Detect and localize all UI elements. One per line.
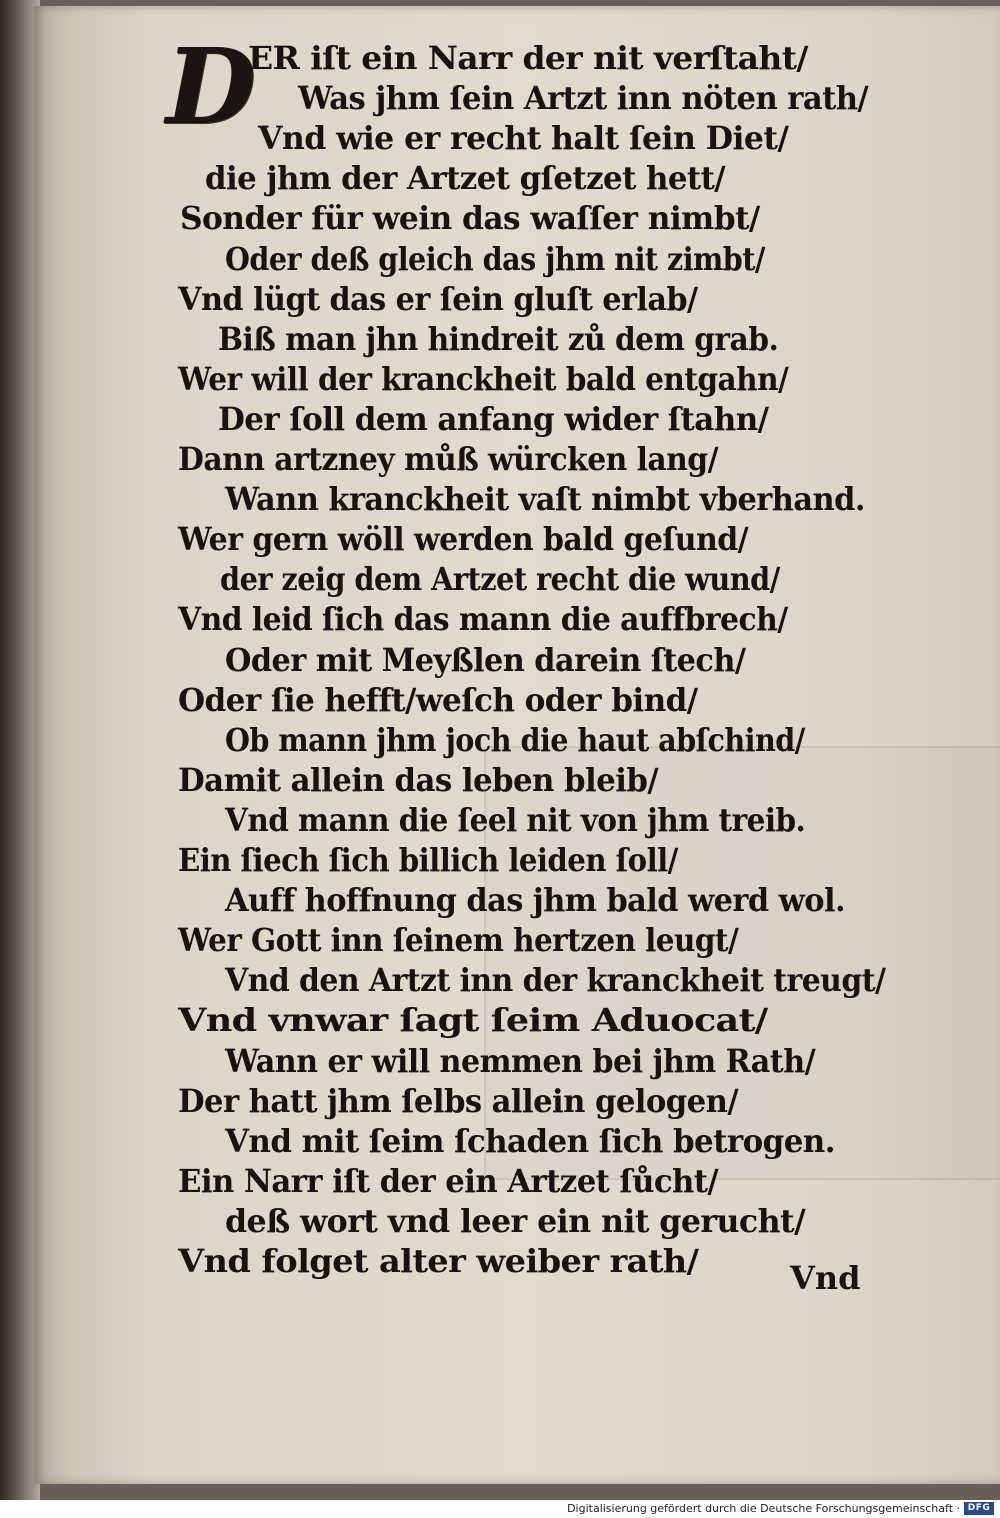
verse-line: Sonder für wein das waſſer nimbt/ — [180, 199, 760, 238]
verse-line: die jhm der Artzet gſetzet hett/ — [205, 159, 725, 198]
verse-line: Ein ſiech ſich billich leiden ſoll/ — [178, 841, 678, 879]
verse-line: Biß man jhn hindreit zů dem grab. — [218, 319, 779, 358]
verse-line: Wer gern wöll werden bald geſund/ — [178, 520, 749, 559]
verse-line: Dann artzney můß würcken lang/ — [178, 440, 718, 478]
decorative-initial: D — [165, 24, 257, 148]
verse-line: Wann er will nemmen bei jhm Rath/ — [225, 1041, 816, 1080]
verse-line: der zeig dem Artzet recht die wund/ — [220, 560, 780, 599]
verse-line: Vnd leid ſich das mann die auffbrech/ — [178, 600, 788, 639]
verse-line: Damit allein das leben bleib/ — [178, 760, 659, 799]
verse-line: Wer Gott inn ſeinem hertzen leugt/ — [178, 921, 739, 960]
verse-line: Vnd mit ſeim ſchaden ſich betrogen. — [225, 1121, 835, 1160]
verse-line: Ein Narr iſt der ein Artzet ſůcht/ — [178, 1161, 719, 1200]
verse-line: Was jhm ſein Artzt inn nöten rath/ — [298, 79, 869, 118]
verse-line: Auff hoffnung das jhm bald werd wol. — [225, 881, 845, 920]
funding-credit: Digitalisierung gefördert durch die Deutsche Forschungsgemeinschaft · — [567, 1502, 960, 1515]
verse-line: Vnd lügt das er ſein gluſt erlab/ — [178, 279, 698, 318]
verse-line: Ob mann jhm joch die haut abſchind/ — [225, 720, 805, 759]
dfg-logo: DFG — [964, 1502, 994, 1515]
verse-line: ER iſt ein Narr der nit verſtaht/ — [248, 39, 808, 77]
verse-line: deß wort vnd leer ein nit gerucht/ — [225, 1201, 806, 1240]
verse-line: Vnd vnwar ſagt ſeim Aduocat/ — [178, 1001, 768, 1040]
verse-line: Oder deß gleich das jhm nit zimbt/ — [225, 239, 765, 278]
footer-bar — [0, 1500, 1000, 1518]
catchword: Vnd — [790, 1259, 861, 1297]
verse-line: Wer will der kranckheit bald entgahn/ — [178, 359, 789, 398]
verse-line: Der hatt jhm ſelbs allein gelogen/ — [178, 1081, 738, 1120]
verse-line: Vnd wie er recht halt ſein Diet/ — [258, 119, 789, 158]
verse-line: Vnd mann die ſeel nit von jhm treib. — [225, 800, 806, 839]
verse-line: Vnd den Artzt inn der kranckheit treugt/ — [225, 961, 886, 1000]
verse-line: Oder mit Meyßlen darein ſtech/ — [225, 640, 746, 679]
verse-line: Vnd folget alter weiber rath/ — [178, 1242, 699, 1280]
verse-line: Der ſoll dem anfang wider ſtahn/ — [218, 399, 769, 438]
verse-line: Wann kranckheit vaſt nimbt vberhand. — [225, 480, 865, 519]
verse-line: Oder ſie hefft/weſch oder bind/ — [178, 680, 698, 719]
